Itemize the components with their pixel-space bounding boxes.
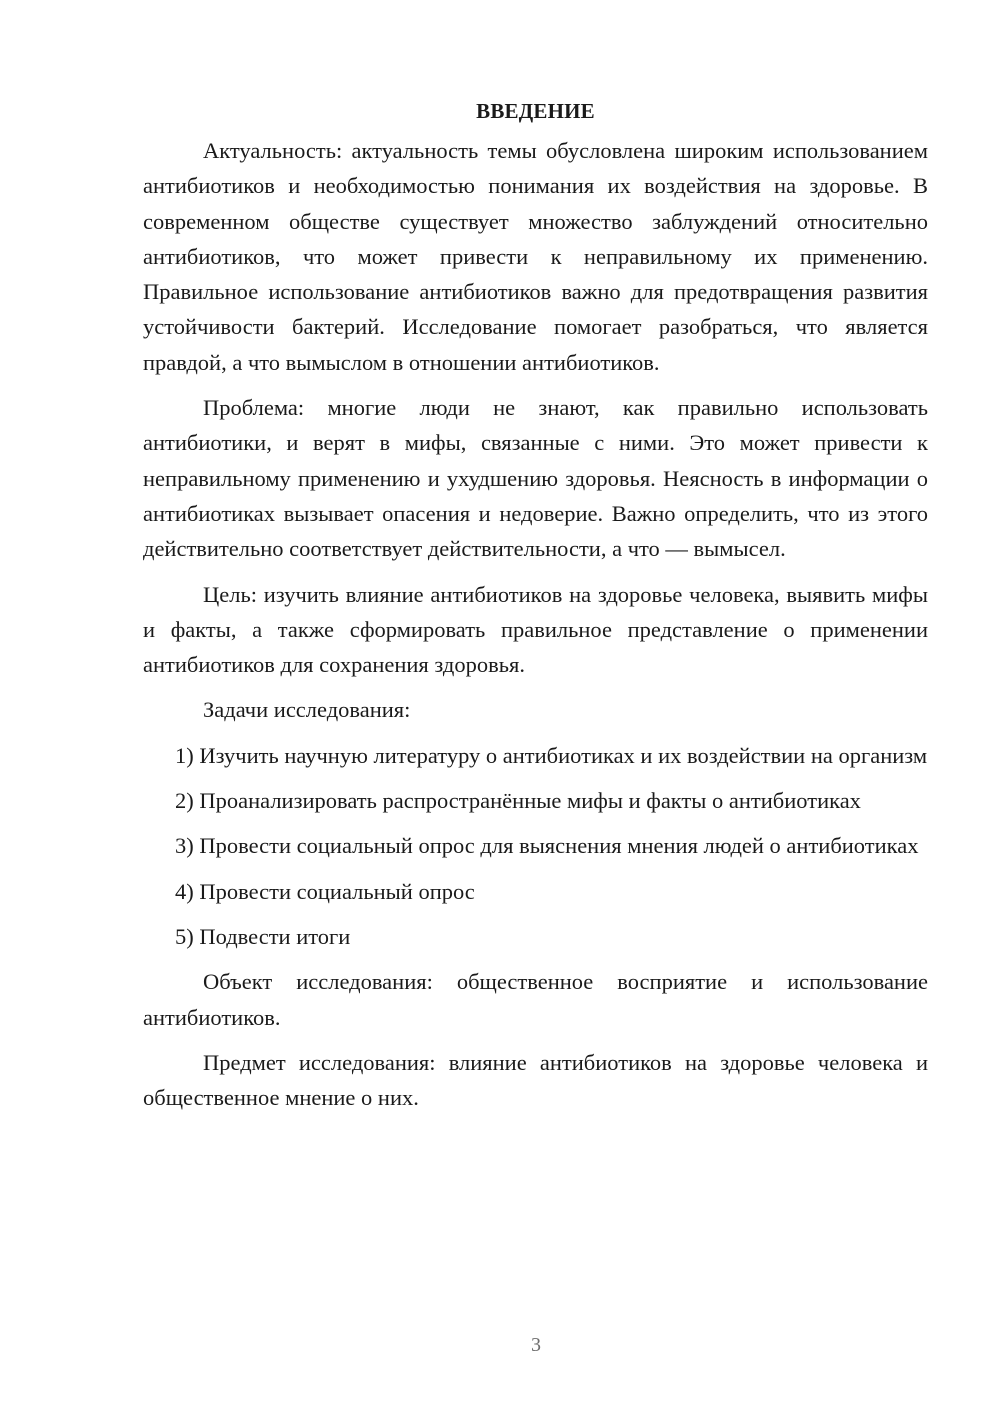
task-item-4: 4) Провести социальный опрос — [175, 878, 475, 904]
task-item-5: 5) Подвести итоги — [175, 923, 351, 949]
task-item-2: 2) Проанализировать распространённые мифы и факты о антибиотиках — [175, 788, 861, 814]
section-title: ВВЕДЕНИЕ — [476, 99, 595, 123]
paragraph-object: Объект исследования: общественное восприятие и использование антибиотиков. — [143, 969, 928, 1030]
page-content — [143, 94, 928, 1125]
page-number: 3 — [531, 1334, 541, 1356]
paragraph-problem: Проблема: многие люди не знают, как правильно использовать антибиотики, и верят в мифы, связанные с ними. Это может привести к неправильному применению и ухудшению здоровья. Неясность в информации о антибиотиках вызывает опасения и недоверие. Важно определить, что из этого действительно соответствует действительности, а что — вымысел. — [143, 395, 928, 562]
paragraph-subject: Предмет исследования: влияние антибиотиков на здоровье человека и общественное мнение о них. — [143, 1049, 928, 1111]
paragraph-goal: Цель: изучить влияние антибиотиков на здоровье человека, выявить мифы и факты, а также сформировать правильное представление о применении антибиотиков для сохранения здоровья. — [143, 581, 928, 678]
paragraph-relevance: Актуальность: актуальность темы обусловлена широким использованием антибиотиков и необходимостью понимания их воздействия на здоровье. В современном обществе существует множество заблуждений относительно антибиотиков, что может привести к неправильному их применению. Правильное использование антибиотиков важно для предотвращения развития устойчивости бактерий. Исследование помогает разобраться, что является правдой, а что вымыслом в отношении антибиотиков. — [143, 138, 928, 375]
task-item-3: 3) Провести социальный опрос для выяснения мнения людей о антибиотиках — [175, 833, 919, 859]
tasks-heading: Задачи исследования: — [203, 697, 411, 723]
task-item-1: 1) Изучить научную литературу о антибиотиках и их воздействии на организм — [175, 742, 928, 768]
